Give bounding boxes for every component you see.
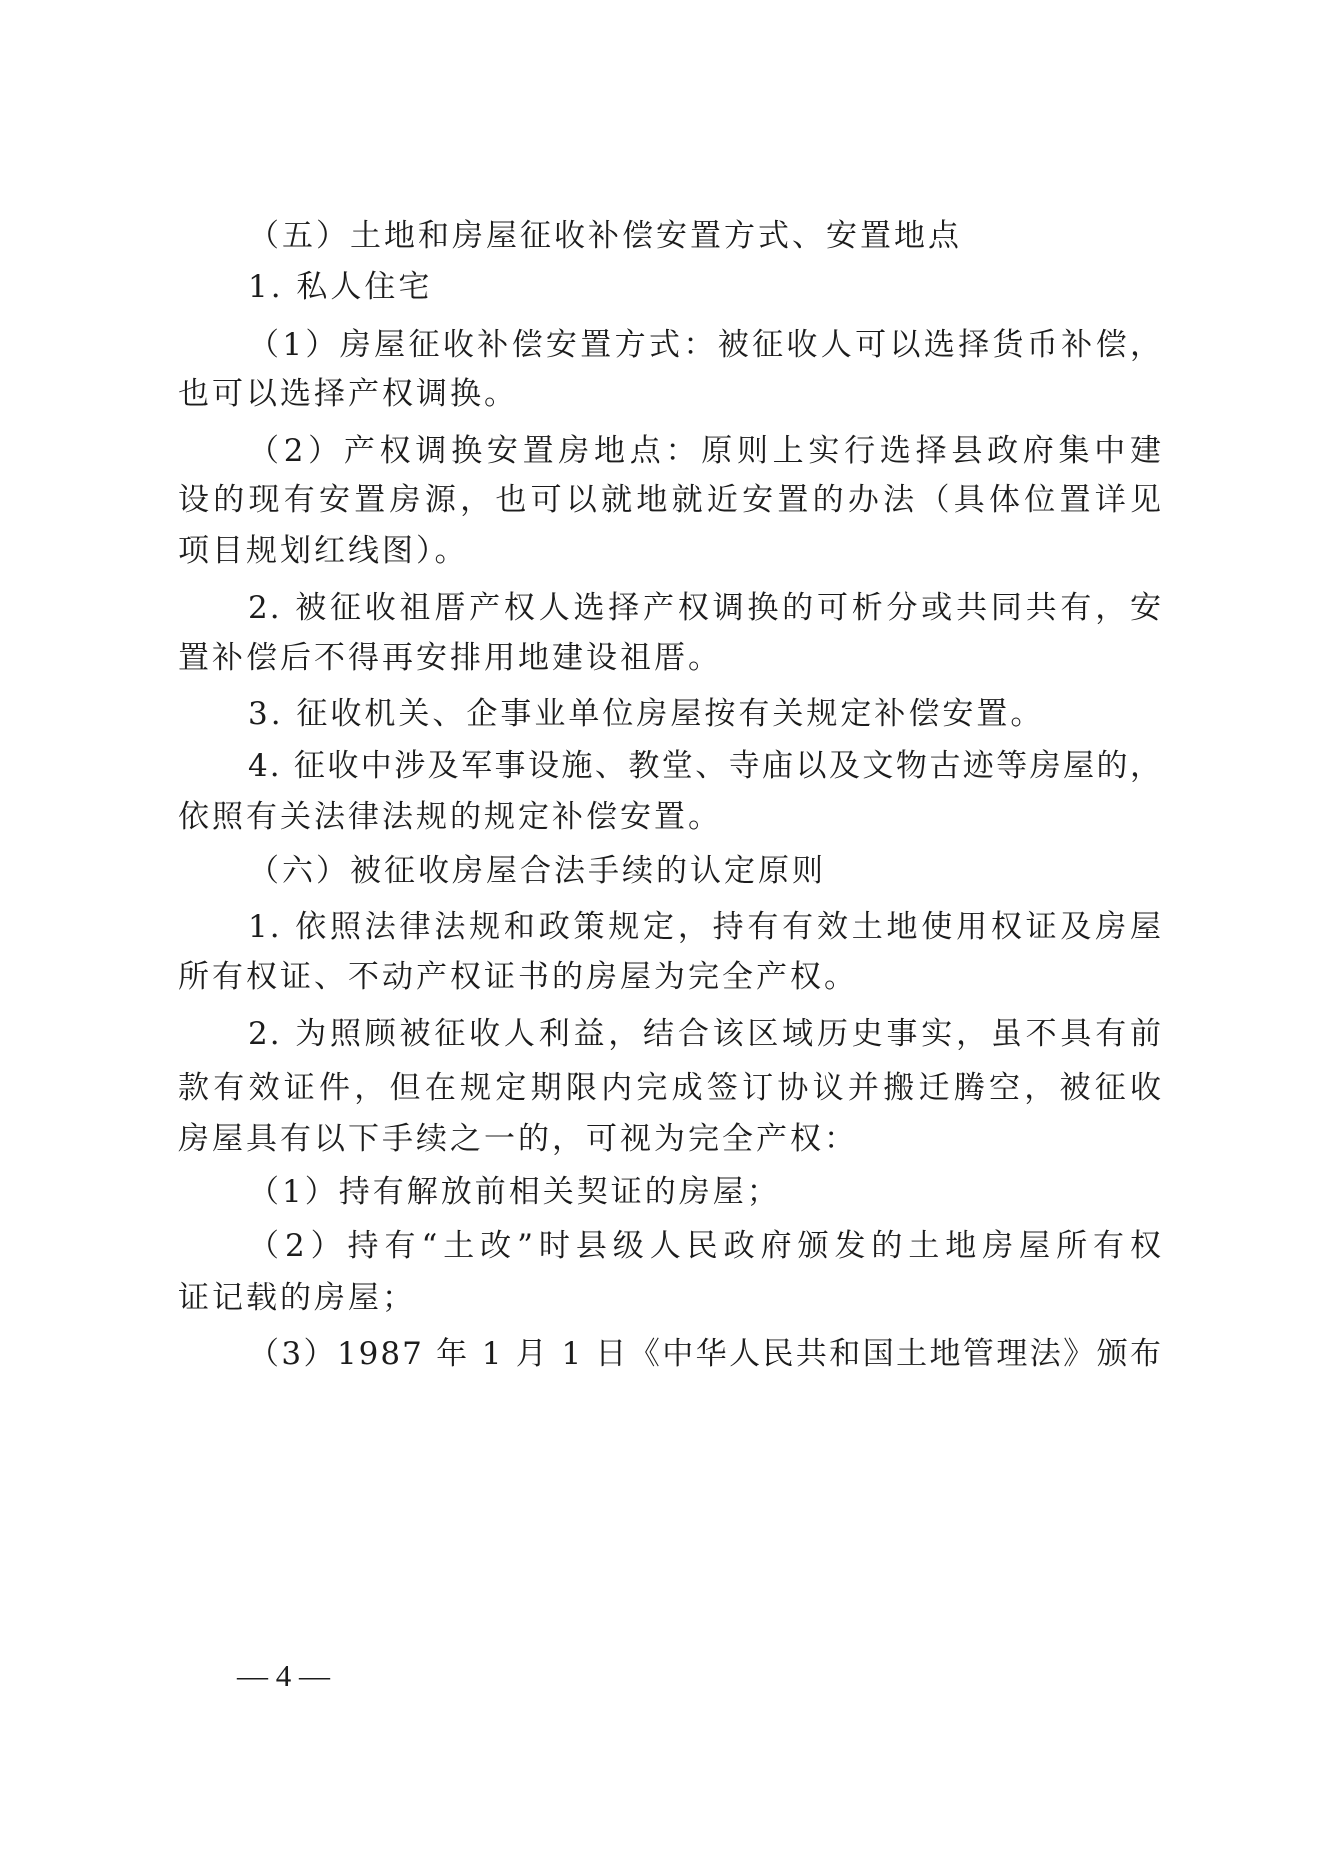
- paragraph-line: （3）1987 年 1 月 1 日《中华人民共和国土地管理法》颁布: [248, 1336, 1163, 1372]
- section-heading-six: （六）被征收房屋合法手续的认定原则: [248, 853, 826, 889]
- paragraph-line: （2）持有“土改”时县级人民政府颁发的土地房屋所有权: [248, 1228, 1163, 1264]
- section-heading-five: （五）土地和房屋征收补偿安置方式、安置地点: [248, 218, 962, 254]
- paragraph-line: 2. 为照顾被征收人利益，结合该区域历史事实，虽不具有前: [248, 1016, 1163, 1052]
- paragraph-line: 置补偿后不得再安排用地建设祖厝。: [178, 640, 722, 676]
- paragraph-line: 所有权证、不动产权证书的房屋为完全产权。: [178, 959, 858, 995]
- paragraph-line: 依照有关法律法规的规定补偿安置。: [178, 799, 722, 835]
- paragraph-line: （1）房屋征收补偿安置方式：被征收人可以选择货币补偿，: [248, 327, 1163, 363]
- paragraph-line: 4. 征收中涉及军事设施、教堂、寺庙以及文物古迹等房屋的，: [248, 748, 1163, 784]
- paragraph-line: 1. 依照法律法规和政策规定，持有有效土地使用权证及房屋: [248, 909, 1163, 945]
- item-1-private-residence: 1. 私人住宅: [248, 269, 433, 305]
- paragraph-line: 3. 征收机关、企事业单位房屋按有关规定补偿安置。: [248, 696, 1045, 732]
- paragraph-line: 房屋具有以下手续之一的，可视为完全产权：: [178, 1121, 858, 1157]
- paragraph-line: 证记载的房屋；: [178, 1280, 416, 1316]
- page-number: — 4 —: [237, 1658, 330, 1693]
- paragraph-line: （1）持有解放前相关契证的房屋；: [248, 1174, 781, 1210]
- paragraph-line: （2）产权调换安置房地点：原则上实行选择县政府集中建: [248, 433, 1163, 469]
- paragraph-line: 项目规划红线图）。: [178, 533, 469, 569]
- paragraph-line: 也可以选择产权调换。: [178, 376, 518, 412]
- paragraph-line: 设的现有安置房源，也可以就地就近安置的办法（具体位置详见: [178, 482, 1163, 518]
- paragraph-line: 2. 被征收祖厝产权人选择产权调换的可析分或共同共有，安: [248, 590, 1163, 626]
- paragraph-line: 款有效证件，但在规定期限内完成签订协议并搬迁腾空，被征收: [178, 1070, 1163, 1106]
